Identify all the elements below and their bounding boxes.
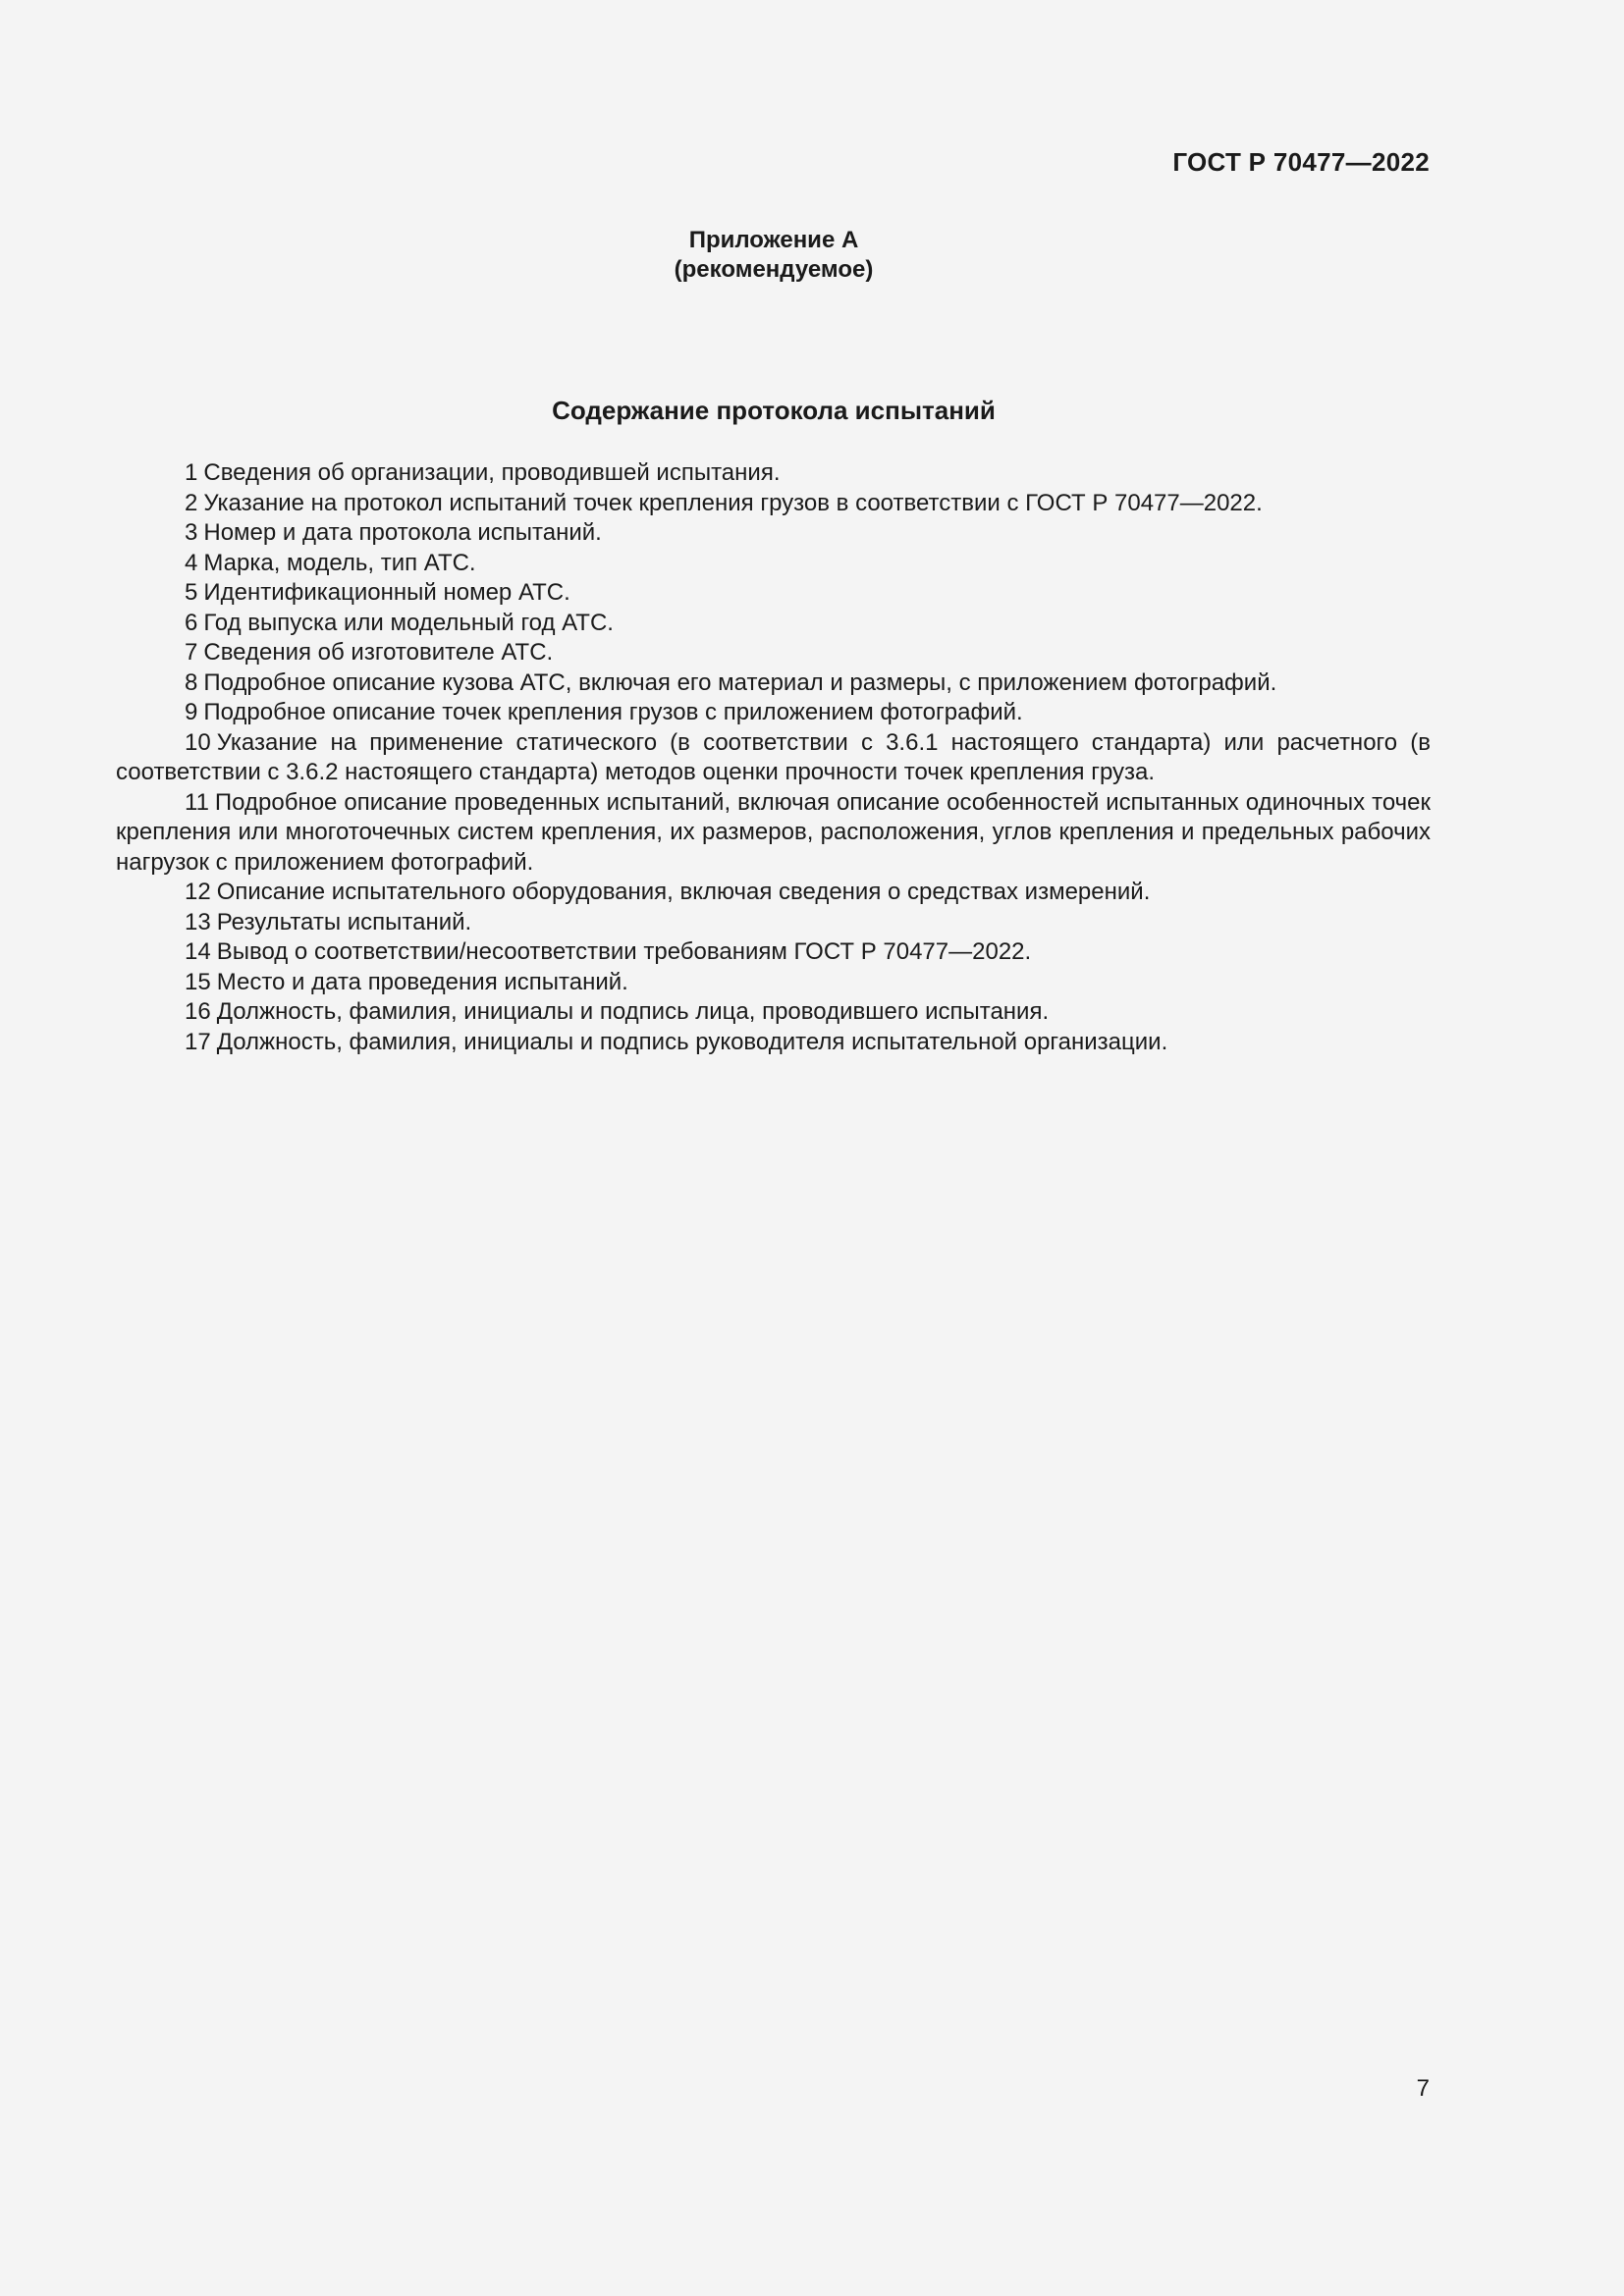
list-item — [116, 937, 1431, 968]
list-item — [116, 788, 1431, 879]
item-number: 13 — [185, 908, 211, 935]
item-text: Сведения об изготовителе АТС. — [203, 639, 554, 666]
item-text: Указание на применение статического (в соответствии с 3.6.1 настоящего стандарта) или расчетного (в соответствии с 3.6.2 настоящего стандарта) методов оценки прочности точек крепления груза. — [116, 728, 1431, 785]
list-item — [116, 578, 1431, 609]
item-text: Результаты испытаний. — [216, 908, 472, 935]
list-item — [116, 458, 1431, 489]
item-text: Указание на протокол испытаний точек крепления грузов в соответствии с ГОСТ Р 70477—2022. — [203, 489, 1263, 516]
item-number: 6 — [185, 609, 198, 636]
list-item — [116, 518, 1431, 549]
item-number: 14 — [185, 938, 211, 965]
item-number: 1 — [185, 459, 198, 486]
list-item — [116, 489, 1431, 519]
item-number: 17 — [185, 1028, 211, 1055]
item-text: Подробное описание кузова АТС, включая его материал и размеры, с приложением фотографий. — [203, 668, 1277, 696]
list-item — [116, 908, 1431, 938]
list-item — [116, 609, 1431, 639]
appendix-subtitle: (рекомендуемое) — [674, 256, 874, 283]
item-text: Год выпуска или модельный год АТС. — [203, 609, 614, 636]
list-item — [116, 638, 1431, 668]
protocol-contents-list — [116, 458, 1431, 1057]
item-text: Марка, модель, тип АТС. — [203, 549, 476, 576]
item-number: 2 — [185, 489, 198, 516]
item-text: Сведения об организации, проводившей испытания. — [203, 459, 781, 486]
item-number: 9 — [185, 699, 198, 725]
item-number: 12 — [185, 879, 211, 905]
item-number: 11 — [185, 788, 209, 816]
document-code: ГОСТ Р 70477—2022 — [1172, 147, 1430, 177]
item-text: Подробное описание проведенных испытаний, включая описание особенностей испытанных одиночных точек крепления или многоточечных систем крепления, их размеров, расположения, углов крепления и предельных рабочих нагрузок с приложением фотографий. — [116, 788, 1431, 876]
list-item — [116, 997, 1431, 1028]
list-item — [116, 968, 1431, 998]
list-item — [116, 549, 1431, 579]
section-title: Содержание протокола испытаний — [552, 396, 996, 425]
list-item — [116, 668, 1431, 699]
item-number: 16 — [185, 998, 211, 1025]
item-text: Номер и дата протокола испытаний. — [203, 519, 602, 546]
appendix-title: Приложение А — [688, 227, 859, 253]
list-item — [116, 878, 1431, 908]
item-text: Вывод о соответствии/несоответствии требованиям ГОСТ Р 70477—2022. — [216, 938, 1032, 965]
list-item — [116, 728, 1431, 788]
item-number: 4 — [185, 549, 198, 576]
list-item — [116, 1028, 1431, 1058]
item-text: Идентификационный номер АТС. — [203, 579, 570, 606]
item-text: Должность, фамилия, инициалы и подпись лица, проводившего испытания. — [216, 998, 1050, 1025]
item-number: 15 — [185, 968, 211, 995]
item-text: Место и дата проведения испытаний. — [216, 968, 628, 995]
item-text: Должность, фамилия, инициалы и подпись руководителя испытательной организации. — [216, 1028, 1168, 1055]
list-item — [116, 698, 1431, 728]
appendix-heading — [0, 226, 1547, 285]
page-number: 7 — [1416, 2075, 1430, 2102]
item-text: Подробное описание точек крепления грузов с приложением фотографий. — [203, 699, 1023, 725]
item-number: 7 — [185, 639, 198, 666]
item-number: 5 — [185, 579, 198, 606]
item-number: 3 — [185, 519, 198, 546]
item-number: 8 — [185, 668, 198, 696]
item-text: Описание испытательного оборудования, включая сведения о средствах измерений. — [216, 879, 1151, 905]
item-number: 10 — [185, 728, 211, 756]
